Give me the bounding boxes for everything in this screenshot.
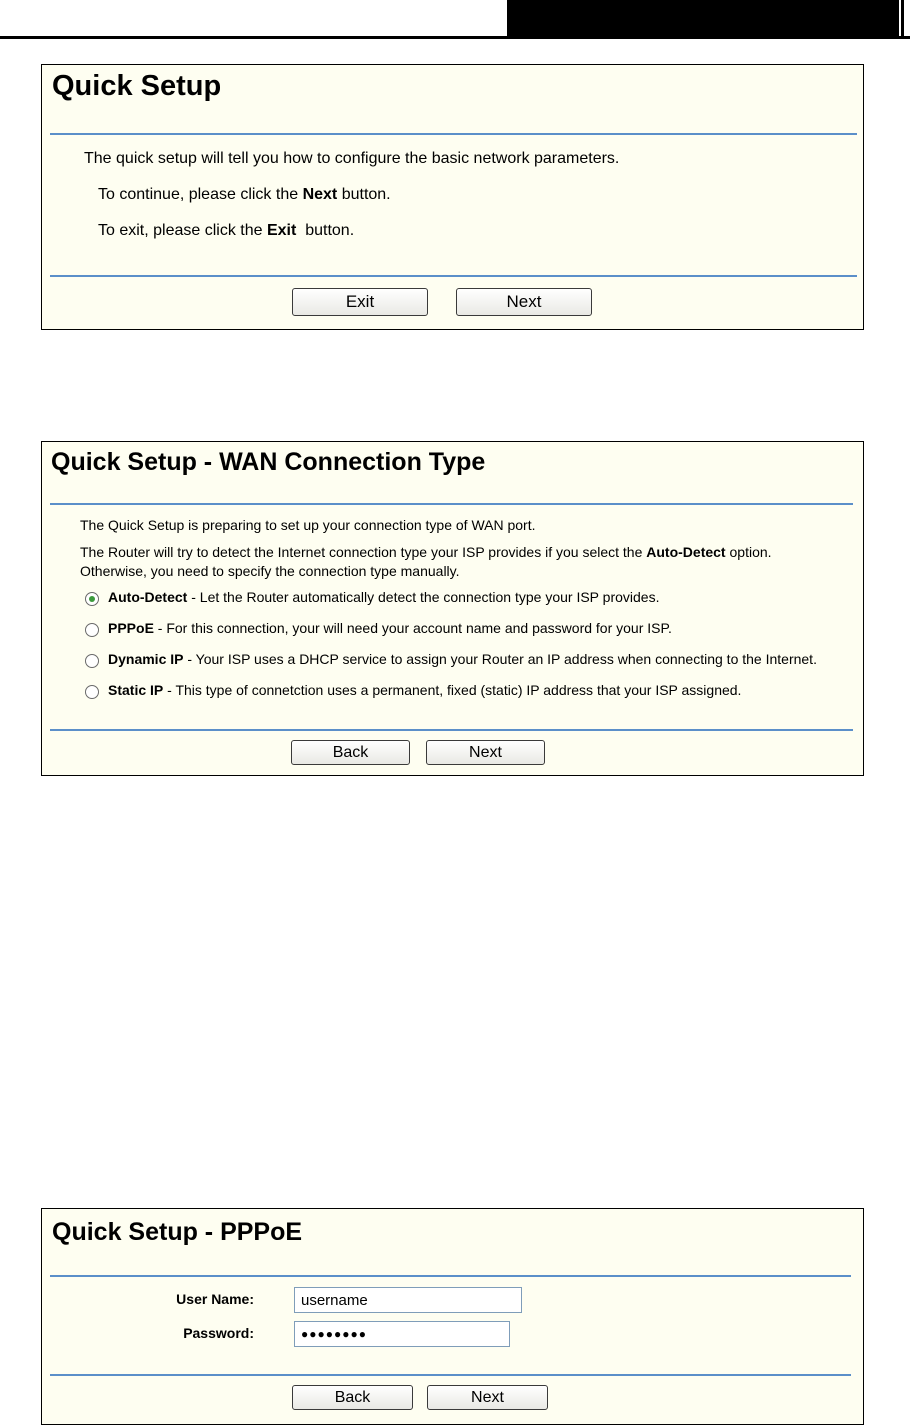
username-input[interactable] [294, 1287, 522, 1313]
panel-title: Quick Setup - PPPoE [52, 1218, 303, 1246]
pppoe-radio[interactable] [85, 623, 99, 637]
auto-detect-option [108, 589, 659, 605]
back-button[interactable]: Back [291, 740, 410, 765]
detect-bold: Auto-Detect [646, 544, 726, 560]
back-button[interactable]: Back [292, 1385, 413, 1410]
panel-title: Quick Setup [52, 70, 222, 102]
panel-title: Quick Setup - WAN Connection Type [51, 448, 486, 476]
dynamic-ip-option [108, 651, 817, 667]
static-ip-radio[interactable] [85, 685, 99, 699]
option-desc: - This type of connetction uses a permanent, fixed (static) IP address that your ISP assigned. [163, 682, 742, 698]
header-block [507, 0, 899, 38]
exit-button[interactable]: Exit [292, 288, 428, 316]
exit-text [98, 222, 354, 240]
title-rule [50, 503, 853, 505]
detect-text [80, 544, 772, 560]
detect-pre: The Router will try to detect the Internet connection type your ISP provides if you select the [80, 544, 647, 560]
option-desc: - For this connection, your will need your account name and password for your ISP. [153, 620, 672, 636]
continue-pre: To continue, please click the [98, 186, 303, 203]
continue-bold: Next [302, 186, 338, 203]
option-desc: - Your ISP uses a DHCP service to assign your Router an IP address when connecting to the Internet. [183, 651, 817, 667]
title-rule [50, 1275, 851, 1277]
static-ip-option [108, 682, 741, 698]
prep-text: The Quick Setup is preparing to set up your connection type of WAN port. [80, 517, 536, 533]
exit-pre: To exit, please click the [98, 222, 267, 239]
option-name: Static IP [108, 682, 164, 698]
next-button[interactable]: Next [426, 740, 545, 765]
header-edge [901, 0, 904, 38]
detect-post: option. [725, 544, 772, 560]
username-label: User Name: [176, 1291, 254, 1307]
next-button[interactable]: Next [456, 288, 592, 316]
page-header [0, 0, 910, 40]
continue-post: button. [337, 186, 391, 203]
bottom-rule [50, 729, 853, 731]
pppoe-panel [41, 1208, 864, 1425]
bottom-rule [50, 1374, 851, 1376]
continue-text [98, 186, 391, 204]
option-desc: - Let the Router automatically detect the connection type your ISP provides. [187, 589, 660, 605]
auto-detect-radio[interactable] [85, 592, 99, 606]
title-rule [50, 133, 857, 135]
option-name: Auto-Detect [108, 589, 188, 605]
password-label: Password: [183, 1325, 254, 1341]
exit-bold: Exit [266, 222, 297, 239]
pppoe-option [108, 620, 672, 636]
option-name: PPPoE [108, 620, 154, 636]
next-button[interactable]: Next [427, 1385, 548, 1410]
manual-text: Otherwise, you need to specify the connection type manually. [80, 563, 460, 579]
bottom-rule [50, 275, 857, 277]
option-name: Dynamic IP [108, 651, 184, 667]
dynamic-ip-radio[interactable] [85, 654, 99, 668]
exit-post: button. [296, 222, 355, 239]
quick-setup-panel [41, 64, 864, 330]
intro-text: The quick setup will tell you how to configure the basic network parameters. [84, 150, 620, 167]
password-input[interactable]: ●●●●●●●● [294, 1321, 510, 1347]
wan-connection-type-panel [41, 441, 864, 776]
